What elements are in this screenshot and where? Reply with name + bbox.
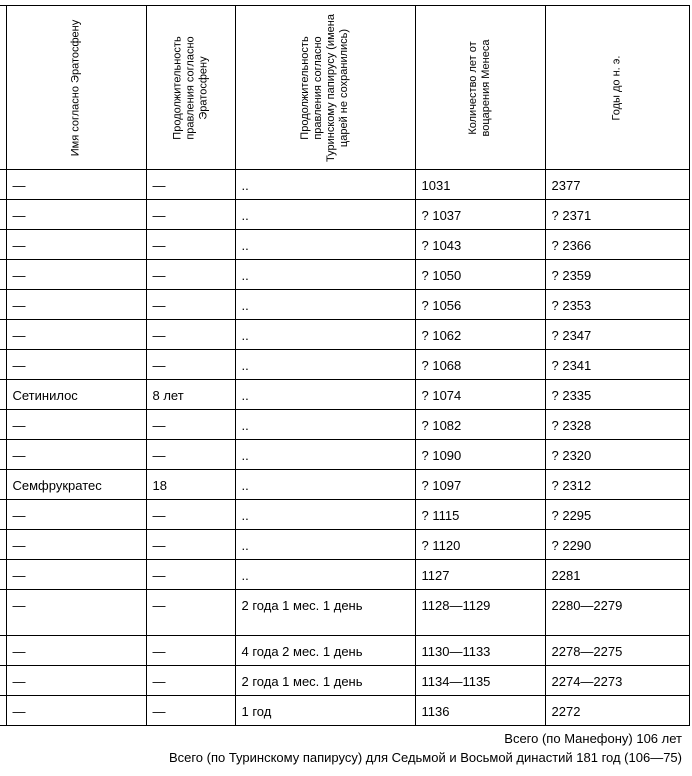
cell-years-since-menes: ? 1050 xyxy=(415,260,545,290)
cell-duration-turin: .. xyxy=(235,410,415,440)
cell-name: Сетинилос xyxy=(6,380,146,410)
cell-years-since-menes: ? 1037 xyxy=(415,200,545,230)
cell-years-bc: ? 2312 xyxy=(545,470,689,500)
header-cell-years-bc xyxy=(545,6,689,170)
cell-name: — xyxy=(6,170,146,200)
cell-duration-turin: .. xyxy=(235,560,415,590)
cell-duration-eratosthenes: — xyxy=(146,500,235,530)
table-row xyxy=(0,636,689,666)
cell-years-since-menes: ? 1082 xyxy=(415,410,545,440)
footer-total-manetho: Всего (по Манефону) 106 лет xyxy=(504,731,682,746)
cell-duration-turin: .. xyxy=(235,440,415,470)
cell-duration-turin: .. xyxy=(235,200,415,230)
cell-duration-turin: .. xyxy=(235,500,415,530)
cell-years-bc: 2278—2275 xyxy=(545,636,689,666)
cell-duration-eratosthenes: — xyxy=(146,260,235,290)
cell-name: — xyxy=(6,590,146,636)
cell-years-since-menes: 1134—1135 xyxy=(415,666,545,696)
table-row xyxy=(0,380,689,410)
cell-duration-eratosthenes: — xyxy=(146,320,235,350)
chronology-table xyxy=(0,5,690,726)
cell-duration-eratosthenes: — xyxy=(146,666,235,696)
cell-years-since-menes: ? 1056 xyxy=(415,290,545,320)
cell-duration-eratosthenes: — xyxy=(146,290,235,320)
cell-duration-eratosthenes: — xyxy=(146,350,235,380)
cell-years-since-menes: 1128—1129 xyxy=(415,590,545,636)
header-cell-years-since-menes xyxy=(415,6,545,170)
table-row xyxy=(0,530,689,560)
cell-years-since-menes: 1031 xyxy=(415,170,545,200)
table-row xyxy=(0,320,689,350)
cell-years-since-menes: 1136 xyxy=(415,696,545,726)
cell-years-bc: 2280—2279 xyxy=(545,590,689,636)
table-row xyxy=(0,470,689,500)
cell-duration-eratosthenes: — xyxy=(146,200,235,230)
cell-duration-eratosthenes: 8 лет xyxy=(146,380,235,410)
cell-duration-turin: .. xyxy=(235,530,415,560)
table-body xyxy=(0,170,689,726)
cell-name: — xyxy=(6,636,146,666)
cell-duration-eratosthenes: — xyxy=(146,410,235,440)
table-row xyxy=(0,410,689,440)
cell-years-since-menes: ? 1120 xyxy=(415,530,545,560)
table-row xyxy=(0,260,689,290)
cell-years-bc: ? 2353 xyxy=(545,290,689,320)
header-cell-duration-eratosthenes xyxy=(146,6,235,170)
table-row xyxy=(0,290,689,320)
cell-years-bc: ? 2328 xyxy=(545,410,689,440)
cell-duration-turin: 4 года 2 мес. 1 день xyxy=(235,636,415,666)
cell-name: — xyxy=(6,290,146,320)
cell-duration-turin: .. xyxy=(235,350,415,380)
cell-years-bc: ? 2320 xyxy=(545,440,689,470)
cell-years-bc: ? 2341 xyxy=(545,350,689,380)
cell-years-bc: ? 2371 xyxy=(545,200,689,230)
footer-total-turin: Всего (по Туринскому папирусу) для Седьмой и Восьмой династий 181 год (106—75) xyxy=(168,750,682,765)
cell-duration-eratosthenes: — xyxy=(146,440,235,470)
table-row xyxy=(0,230,689,260)
cell-duration-turin: 2 года 1 мес. 1 день xyxy=(235,666,415,696)
cell-duration-turin: 2 года 1 мес. 1 день xyxy=(235,590,415,636)
cell-name: — xyxy=(6,260,146,290)
cell-duration-eratosthenes: — xyxy=(146,636,235,666)
cell-duration-turin: .. xyxy=(235,260,415,290)
cell-name: — xyxy=(6,230,146,260)
cell-duration-turin: .. xyxy=(235,320,415,350)
cell-years-since-menes: ? 1097 xyxy=(415,470,545,500)
header-years-bc-label: Годы до н. э. xyxy=(610,55,623,120)
cell-name: — xyxy=(6,320,146,350)
header-cell-name xyxy=(6,6,146,170)
header-duration-turin-label: Продолжительность правления согласно Туринскому папирусу (имена царей не сохранились) xyxy=(299,13,350,162)
cell-name: — xyxy=(6,350,146,380)
table-row xyxy=(0,350,689,380)
header-years-since-menes-label: Количество лет от воцарения Менеса xyxy=(467,39,492,136)
cell-name: Семфрукратес xyxy=(6,470,146,500)
cell-duration-eratosthenes: — xyxy=(146,530,235,560)
table-row xyxy=(0,666,689,696)
cell-years-since-menes: 1127 xyxy=(415,560,545,590)
cell-years-since-menes: 1130—1133 xyxy=(415,636,545,666)
header-duration-eratosthenes-label: Продолжительность правления согласно Эратосфену xyxy=(171,35,209,140)
cell-duration-turin: .. xyxy=(235,290,415,320)
cell-name: — xyxy=(6,530,146,560)
table-row xyxy=(0,500,689,530)
cell-name: — xyxy=(6,696,146,726)
table-row xyxy=(0,440,689,470)
cell-duration-turin: 1 год xyxy=(235,696,415,726)
table-row xyxy=(0,590,689,636)
cell-years-since-menes: ? 1062 xyxy=(415,320,545,350)
cell-years-bc: ? 2347 xyxy=(545,320,689,350)
cell-years-bc: 2281 xyxy=(545,560,689,590)
cell-years-since-menes: ? 1043 xyxy=(415,230,545,260)
cell-years-since-menes: ? 1074 xyxy=(415,380,545,410)
header-row xyxy=(0,6,689,170)
cell-duration-eratosthenes: — xyxy=(146,170,235,200)
cell-years-bc: ? 2335 xyxy=(545,380,689,410)
cell-duration-eratosthenes: — xyxy=(146,230,235,260)
cell-years-bc: ? 2295 xyxy=(545,500,689,530)
cell-years-since-menes: ? 1068 xyxy=(415,350,545,380)
cell-duration-eratosthenes: 18 xyxy=(146,470,235,500)
cell-duration-eratosthenes: — xyxy=(146,696,235,726)
cell-name: — xyxy=(6,440,146,470)
cell-name: — xyxy=(6,666,146,696)
table-row xyxy=(0,560,689,590)
cell-duration-turin: .. xyxy=(235,230,415,260)
cell-duration-eratosthenes: — xyxy=(146,560,235,590)
cell-years-bc: 2377 xyxy=(545,170,689,200)
table-row xyxy=(0,696,689,726)
cell-name: — xyxy=(6,560,146,590)
cell-years-since-menes: ? 1090 xyxy=(415,440,545,470)
cell-years-bc: ? 2290 xyxy=(545,530,689,560)
header-name-label: Имя согласно Эратосфену xyxy=(69,19,82,156)
cell-years-bc: ? 2359 xyxy=(545,260,689,290)
cell-name: — xyxy=(6,500,146,530)
cell-years-since-menes: ? 1115 xyxy=(415,500,545,530)
cell-duration-turin: .. xyxy=(235,470,415,500)
cell-duration-eratosthenes: — xyxy=(146,590,235,636)
cell-years-bc: 2274—2273 xyxy=(545,666,689,696)
table-row xyxy=(0,170,689,200)
cell-years-bc: 2272 xyxy=(545,696,689,726)
table-row xyxy=(0,200,689,230)
cell-years-bc: ? 2366 xyxy=(545,230,689,260)
header-cell-duration-turin xyxy=(235,6,415,170)
cell-name: — xyxy=(6,200,146,230)
table-footer xyxy=(0,725,689,773)
cell-duration-turin: .. xyxy=(235,380,415,410)
cell-name: — xyxy=(6,410,146,440)
cell-duration-turin: .. xyxy=(235,170,415,200)
